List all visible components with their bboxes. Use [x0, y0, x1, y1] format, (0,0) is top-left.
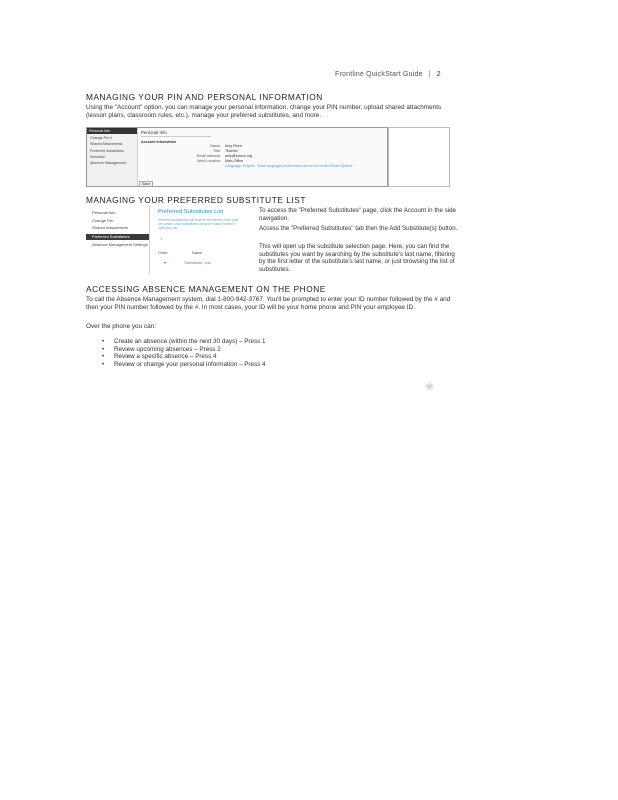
account-main — [141, 130, 385, 169]
panel-title: Preferred Substitutes List — [158, 209, 224, 215]
substitutes-text-2: Access the "Preferred Substitutes" tab then the Add Substitute(s) button. — [259, 225, 458, 232]
info-value: Main Office — [225, 159, 244, 163]
info-label: Email Address: — [197, 154, 221, 158]
substitute-name: Substitute, Joe — [184, 260, 211, 265]
sidebar-item: Absence Management Settings — [92, 242, 148, 248]
scan-mark-icon: ❀ — [425, 381, 435, 393]
screenshot-overflow-panel — [388, 127, 450, 187]
sidebar-item: Shared Attachments — [92, 225, 129, 231]
language-note — [141, 164, 385, 169]
section-title-substitutes: MANAGING YOUR PREFERRED SUBSTITUTE LIST — [86, 195, 306, 205]
column-headers — [158, 251, 250, 255]
list-item-text: Review or change your personal information – Press 4 — [114, 360, 266, 368]
info-label: Name: — [210, 144, 221, 148]
sidebar-item: Schedule — [90, 154, 105, 159]
account-sidebar — [87, 128, 138, 186]
bullet-icon: • — [102, 353, 105, 361]
account-screenshot — [86, 127, 388, 187]
list-item-text: Create an absence (within the next 30 days) – Press 1 — [114, 338, 266, 345]
heart-icon: ♥ — [164, 260, 167, 265]
list-item-text: Review a specific absence – Press 4 — [114, 353, 217, 361]
column-header: Order — [158, 251, 168, 255]
info-label: Title: — [213, 149, 221, 153]
section-title-pin: MANAGING YOUR PIN AND PERSONAL INFORMATION — [86, 92, 323, 102]
list-item-text: Review upcoming absences – Press 2 — [114, 345, 221, 353]
bullet-icon: • — [102, 338, 105, 345]
panel-info: Preferred substitutes will receive first priority when jobs are posted. Add substitutes using the button below to build your list. — [158, 218, 239, 230]
save-button: Save — [139, 181, 153, 187]
sidebar-item: Change Pin — [92, 217, 113, 223]
page-header — [335, 71, 441, 78]
sidebar-item: Absence Management — [90, 161, 126, 166]
substitutes-text-3: This will open up the substitute selection page. Here, you can find the substitutes you want by searching by the substitute's last name, filtering by the first letter of the substitute's last name, or just browsing the list of substitutes. — [259, 243, 455, 273]
substitutes-screenshot — [149, 206, 250, 274]
info-value: Teacher — [225, 149, 238, 153]
substitutes-sidebar — [86, 208, 150, 274]
info-value: Amy Reed — [225, 144, 242, 148]
list-item — [98, 353, 266, 361]
substitute-row — [164, 260, 250, 265]
section-body-phone: To call the Absence Management system, dial 1-800-942-3767. You'll be prompted to enter your ID number followed by the # and then your PIN number followed by the #. In most cases, your ID will be your home phone and PIN your employee ID. — [86, 296, 451, 312]
sidebar-item: Personal Info — [87, 128, 137, 134]
list-item — [98, 346, 266, 354]
substitutes-text-1: To access the "Preferred Substitutes" page, click the Account in the side navigation. — [259, 207, 456, 222]
list-intro: Over the phone you can: — [86, 323, 156, 330]
page-number: 2 — [436, 71, 441, 78]
column-header: Name — [192, 251, 203, 255]
guide-title: Frontline QuickStart Guide — [335, 71, 423, 78]
sidebar-item: Preferred Substitutes — [90, 148, 124, 153]
header-separator: | — [428, 71, 431, 78]
sidebar-item-active: Preferred Substitutes — [86, 234, 150, 241]
info-value: amy@school.org — [225, 154, 253, 158]
info-label: Work Location: — [197, 159, 221, 163]
panel-subtitle: Account Information — [141, 140, 177, 144]
add-control: + — [160, 236, 163, 241]
list-item — [98, 361, 266, 369]
list-item — [98, 338, 266, 346]
sidebar-item: Shared Attachments — [90, 142, 123, 147]
section-title-phone: ACCESSING ABSENCE MANAGEMENT ON THE PHONE — [86, 284, 326, 294]
bullet-icon: • — [102, 360, 105, 368]
panel-title: Personal Info — [141, 130, 211, 137]
sidebar-item: Personal Info — [92, 210, 116, 215]
section-body-pin: Using the "Account" option, you can manage your personal information, change your PIN number, upload shared attachments (lesson plans, classroom rules, etc.), manage your preferred substitutes, and more. — [86, 104, 442, 120]
phone-options-list — [98, 338, 266, 368]
bullet-icon: • — [102, 345, 105, 353]
language-link: Language: English · Data language preferences can be set under Other Options — [225, 164, 353, 168]
sidebar-item: Change Pin # — [90, 136, 112, 141]
